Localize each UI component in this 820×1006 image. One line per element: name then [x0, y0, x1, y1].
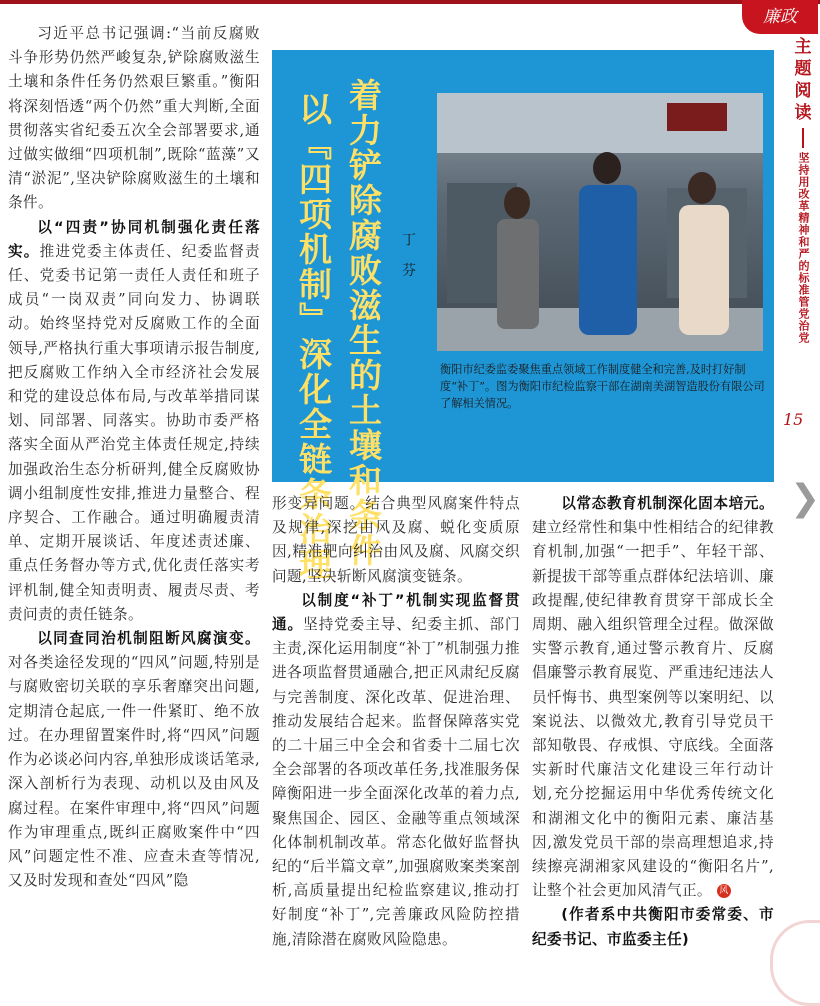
paragraph: 形变异问题。结合典型风腐案件特点及规律,深挖由风及腐、蜕化变质原因,精准靶向纠治由风及腐、风腐交织问题,坚决斩断风腐演变链条。 — [272, 495, 520, 585]
paragraph — [8, 216, 260, 627]
section-lead: 以“四责”协同机制强化责任落实。 — [8, 218, 260, 260]
logo-text: 廉政 — [763, 7, 797, 27]
sidebar-title — [786, 36, 820, 124]
paragraph-text: 建立经常性和集中性相结合的纪律教育机制,加强“一把手”、年轻干部、新提拔干部等重点群体纪法培训、廉政提醒,使纪律教育贯穿干部成长全周期、融入组织管理全过程。做深做实警示教育,通过警示教育片、反腐倡廉警示教育展览、严重违纪违法人员忏悔书、典型案例等以案明纪、以案说法、以微效尤,教育引导党员干部知敬畏、存戒惧、守底线。全面落实新时代廉洁文化建设三年行动计划,充分挖掘运用中华优秀传统文化和湖湘文化中的衡阳元素、廉洁基因,激发党员干部的崇高理想追求,持续擦亮湖湘家风建设的“衡阳名片”,让整个社会更加风清气正。 — [532, 519, 774, 900]
paragraph-text: 推进党委主体责任、纪委监督责任、党委书记第一责任人责任和班子成员“一岗双责”同向发力、协调联动。始终坚持党对反腐败工作的全面领导,严格执行重大事项请示报告制度,把反腐败工作纳入全市经济社会发展和党的建设总体布局,与改革举措同谋划、同部署、同落实。协助市委严格落实全面从严治党主体责任规定,持续加强政治生态分析研判,健全反腐败协调小组制度性安排,推进力量整合、程序契合、工作融合。通过明确履责清单、定期开展谈话、年度述责述廉、重点任务督办等方式,优化责任落实考评机制,健全知责明责、履责尽责、考责问责的责任链条。 — [8, 242, 260, 623]
paragraph — [8, 627, 260, 893]
author-name: 丁 芬 — [400, 232, 416, 283]
author-signature: (作者系中共衡阳市委常委、市纪委书记、市监委主任) — [532, 906, 774, 948]
section-lead: 以常态教育机制深化固本培元。 — [561, 495, 774, 512]
paragraph-text: 坚持党委主导、纪委主抓、部门主责,深化运用制度“补丁”机制强力推进各项监督贯通融合,把正风肃纪反腐与完善制度、深化改革、促进治理、推动发展结合起来。监督保障落实党的二十届三中全会和省委十二届七次全会部署的各项改革任务,找准服务保障衡阳进一步全面深化改革的着力点,聚焦国企、园区、金融等重点领域深化体制机制改革。常态化做好监督执纪的“后半篇文章”,加强腐败案类案剖析,高质量提出纪检监察建议,推动打好制度“补丁”,完善廉政风险防控措施,清除潜在腐败风险隐患。 — [272, 616, 520, 948]
column-1 — [8, 22, 260, 893]
section-lead: 以同查同治机制阻断风腐演变。 — [37, 630, 260, 648]
sidebar-subtitle: 坚持用改革精神和严的标准管党治党 — [797, 152, 810, 344]
sidebar-title-char: 读 — [794, 103, 812, 123]
paragraph — [532, 492, 774, 903]
sidebar-title-char: 阅 — [794, 81, 812, 101]
paragraph: 习近平总书记强调:“当前反腐败斗争形势仍然严峻复杂,铲除腐败滋生土壤和条件任务仍然艰巨繁重。”衡阳将深刻悟透“两个仍然”重大判断,全面贯彻落实省纪委五次全会部署要求,通过做实做细“四项机制”,既除“蓝藻”又清“淤泥”,坚决铲除腐败滋生的土壤和条件。 — [8, 25, 260, 212]
paragraph — [272, 589, 520, 952]
decorative-seal-icon — [770, 920, 820, 1006]
top-bar — [0, 0, 820, 4]
section-lead: 以制度“补丁”机制实现监督贯通。 — [272, 591, 520, 634]
section-sidebar — [786, 36, 820, 344]
article-photo — [437, 93, 763, 351]
end-mark-icon: 风 — [717, 884, 731, 898]
sidebar-divider — [802, 128, 804, 148]
headline-sub: 以『四项机制』深化全链条治理 — [294, 92, 333, 582]
headline-main: 着力铲除腐败滋生的土壤和条件 — [344, 78, 383, 568]
next-page-chevron-icon[interactable]: ❯ — [790, 478, 820, 519]
sidebar-title-char: 主 — [794, 37, 812, 57]
paragraph-text: 对各类途径发现的“四风”问题,特别是与腐败密切关联的享乐奢靡突出问题,定期清仓起底,一件一件紧盯、绝不放过。在办理留置案件时,将“四风”问题作为必谈必问内容,单独形成谈话笔录,深入剖析行为表现、动机以及由风及腐过程。在案件审理中,将“四风”问题作为审理重点,既纠正腐败案件中“四风”问题定性不准、应查未查等情况,又及时发现和查处“四风”隐 — [8, 654, 260, 890]
magazine-logo — [742, 0, 818, 34]
photo-caption: 衡阳市纪委监委聚焦重点领域工作制度健全和完善,及时打好制度“补丁”。图为衡阳市纪检监察干部在湖南美湖智造股份有限公司了解相关情况。 — [440, 363, 765, 410]
page-number: 15 — [783, 410, 804, 429]
sidebar-title-char: 题 — [794, 59, 812, 79]
column-2 — [272, 492, 520, 952]
column-3 — [532, 492, 774, 952]
